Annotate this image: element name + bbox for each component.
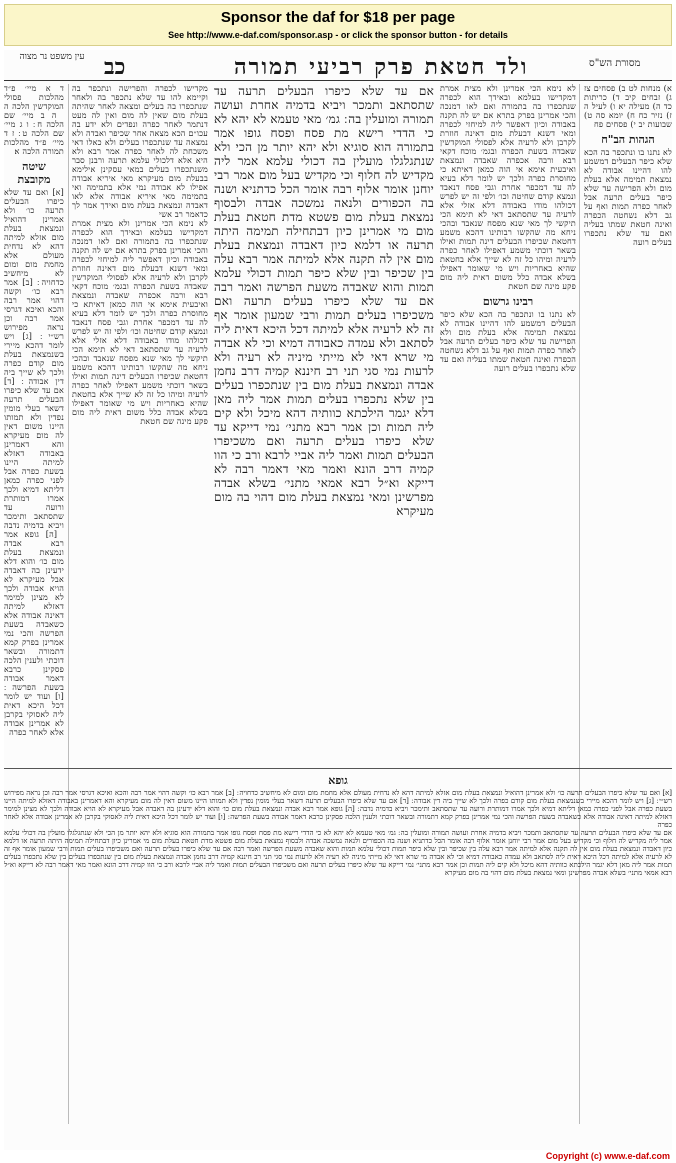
rabbenu-gershom-title: רבינו גרשום	[482, 295, 534, 308]
chapter-title: ולד חטאת פרק רביעי תמורה	[234, 54, 529, 80]
bottom-commentary-text: [א] ואם עד שלא כיפרו הבעלים תרעה כו׳ ולא אמרינן דהואיל ונמצאת בעלת מום אזלא למיתה דהא לא נדחית מעולם אלא מחמת מום ומום לא מיחשיב כדחויה ׃ [ב] אמר רבא כו׳ וקשה דהוי אמר רבה והכא ואיכא דגרסי אמר רבה וכן נראה מפירוש רש״י ׃ [ג] ויש לומר דהכא מיירי בשנמצאת בעלת מום קודם כפרה ולכך לא שייך ביה דין אבודה ׃ [ד] אם עד שלא כיפרו הבעלים תרעה דשאר בעלי מומין נפדין ולא תמותו היינו משום דאין לה מום מעיקרא והא דאמרינן באבודה דאזלא למיתה היינו בשעת כפרה אבל לפני כפרה כמאן דליתא דמיא ולכך אמרו דמותרת ורועה עד שתסתאב ותימכר ויביא בדמיה נדבה ׃ [ה] גופא אמר רבא אבדה ונמצאת בעלת מום כו׳ והוא דלא ידעינן בה דאבדה אבל מעיקרא לא הויא אבודה ולכך לא מצינן למימר דאזלא למיתה דאינה אבודה אלא כשאבדה בשעת הפרשה והכי נמי אמרינן בפרק קמא דתמורה ובשאר דוכתי ולענין הלכה פסקינן כרבא דאמר אבודה בשעת הפרשה ׃ [ו] ועוד יש לומר דכל היכא דאית ליה לאסוקי בקרבן לא אמרינן אבודה אלא לאחר כפרה	[4, 789, 672, 829]
ein-mishpat-text: ד א מיי׳ פ״ד מהלכות פסולי המוקדשין הלכה ה ׃ ה ב מיי׳ שם הלכה ח ׃ ו ג מיי׳ שם הלכה ט ׃ ז ד מיי׳ פ״ד מהלכות תמורה הלכה א׃	[4, 84, 64, 156]
ein-mishpat-title: עין משפט נר מצוה	[19, 52, 85, 62]
masoret-hashas-text: א) מנחות לט ב) פסחים צז ג) זבחים קיב ד) כריתות כד ה) מעילה יא ו) לעיל ה ז) נזיר כח ח) יומא סה ט) שבועות יב י) פסחים פח	[584, 84, 672, 129]
copyright-notice: Copyright (c) www.e-daf.com	[545, 1151, 670, 1161]
tosafot-text: לא נימא הכי אמרינן ולא מצית אמרת דמקדישו בעלמא ובאידך הוא לכפרה שנתכפרו בה בתמורה ואם לאו דמנכה והכי אמרינן בפרק בתרא אם יש לה תקנה באבודה וכיון דאפשר ליה למיחזי לכפרה ומאי דשנא דבעלת מום דאינה חוזרת לקרבן ולא לרעיה אלא לפסולי המוקדשין שאבדה בשעת הכפרה ובגמ׳ מוכח דקאי רבא ורבה אכפרה שאבדה ונמצאת ואיבעית אימא אי הוה כמאן דאיתא כי מחוסרת כפרה ולכך יש לומר דלא בעיא לה עד דמכפר אחרת וגבי פסח דנאבד ונמצא קודם שחיטה וכו׳ ולפי זה יש לפרש דכולהו מודו באבודה דלא אזלי אלא לרעיה עד שתסתאב דאי לא תימא הכי תיקשי לך מאי שנא מפסח שנאבד ובהכי ניחא מה שהקשו רבותינו דהכא משמע דחטאת שכיפרו הבעלים דינה תמות ואילו בשאר דוכתי משמע דאפילו לאחר כפרה לרעיה ומיהו כל זה לא שייך אלא בחטאת שהיא באחריות ויש מי שאומר דאפילו בשלא אבדה כלל משום דאית ליה מום פקע מינה שם חטאת	[440, 84, 576, 291]
rabbenu-gershom-text: לא נתנו בו ונתכפר בה הכא שלא כיפר הבעלים דמשמע להו דהיינו אבודה לא נמצאת תמימה אלא בעלת מום ולא הפרישה עד שלא כיפר בעלים תרעה אבל לאחר כפרה תמות ואף על גב דלא נשחטה הכפרה ואינה חטאת שמתו בעליה ואם עד שלא נתכפרו בעלים רועה	[440, 310, 576, 373]
talmud-page	[4, 50, 672, 1150]
shita-mekubetzet-title: שיטה מקובצת	[17, 160, 51, 186]
masoret-hashas-title: מסורת הש"ס	[589, 58, 641, 69]
bottom-commentary-text-continued: אם עד שלא כיפרו הבעלים תרעה עד שתסתאב ותמכר ויביא בדמיה אחרת ועושה תמורה ומועלין בה ׃ גמ׳ מאי טעמא לא יהא לא כי הדדי רישא מת פסח ופסח גופו אמר בתמורה הוא סוגיא ולא יהא יותר מן הכי ולא שנתגלגלו מועלין בה דכולי עלמא אמר ליה מקדיש לה חלוף וכי מקדיש בעל מום אמר רבי יוחנן אומר אלוף רבה אומר הכל כדתניא ושנה בה הכפורים ולנאה נמשכה אבדה ולבסוף נמצאת בעלת מום פשטא מדת חטאת בעלת מום מי אמרינן כיון דבתחילה תמימה היתה תרעה או דלמא כיון דאבדה ונמצאת בעלת מום אין לה תקנה אלא למיתה אמר רבא עלה בין שכיפר ובין שלא כיפר תמות דכולי עלמא תמות והוא שאבדה משעת הפרשה ואמר רבה אם עד שלא כיפרו בעלים תרעה ואם משכיפרו בעלים תמות ורבי שמעון אומר אף זה לא לרעיה אלא למיתה דכל היכא דאית ליה לסתאב ולא עמדה כאבודה דמיא וכי לא אבדה מי שרא דאי לא מייתי מיניה לא רעיה ולא לרעות נמי סגי תני רב חיננא קמיה דרב נחמן אבדה ונמצאת בעלת מום בין שנתכפרו בעלים בין שלא נתכפרו בעלים תמות אמר ליה מאן דלא יגמר הילכתא כוותיה דהא מיכל ולא קים ליה תמות וכן אמר רבא מתני׳ נמי דייקא עד שלא כיפרו בעלים תרעה ואם משכיפרו הבעלים תמות ואמר ליה אביי לרבא ורב כי הוו קמיה דרב הונא ואמר מאי דאמר רבה לא דייקא וא״ל רבא אמאי מתני׳ בשלא אבדה מפרשינן ומאי נמצאת בעלת מום דהוי בה מום מעיקרא	[4, 829, 672, 877]
sponsor-banner[interactable]	[4, 4, 672, 46]
bottom-divider	[4, 768, 672, 769]
hagahot-habach-text: לא נתנו בו ונתכפר בה הכא שלא כיפר הבעלים דמשמע להו דהיינו אבודה לא נמצאת תמימה אלא בעלת מום ולא הפרישה עד שלא כיפר בעלים תרעה אבל לאחר כפרה תמות ואף על גב דלא נשחטה הכפרה ואינה חטאת שמתו בעליה ואם עד שלא נתכפרו בעלים רועה	[584, 148, 672, 247]
rashi-text: מקדישו לכפרה והפרישה ונתכפר בה וקיימא להו עד שלא נתכפר בה ולאחר שנתכפרו בה בעלים ומצאה לאחר שהיתה בעלת מום שאין לה מום ואין לה מעט דנתמר לאחר כפרה ונפדים ולא ידע בה עכו״ם הכא מצאה אחר שכיפר ואבדה ולא נמצאה עד שנתכפרו בעלים ולא כאלו דאי משכחת לה לאחר כפרה אמר רבא ולא היא אלא דלכולי עלמא תרעה ורבנן סבר משנתכפרו בעלים במאי עסקינן אילימא בבעלת מום מעיקרא מאי איריא אבודה אפילו לא אבודה נמי אלא בתמימה ואי בתמימה מאי איריא אבודה אלא לאו דאבדה ונמצאת בעלת מום ואידך אמר לך כדאמר רב אשי	[72, 84, 208, 219]
gemara-text: אם עד שלא כיפרו הבעלים תרעה עד שתסתאב ותמכר ויביא בדמיה אחרת ועושה תמורה ומועלין בה ׃ גמ׳ מאי טעמא לא יהא לא כי הדדי רישא מת פסח ופסח גופו אמר בתמורה הוא סוגיא ולא יהא יותר מן הכי ולא שנתגלגלו מועלין בה דכולי עלמא אמר ליה מקדיש לה חלוף וכי מקדיש בעל מום אמר רבי יוחנן אומר אלוף רבה אומר הכל כדתניא ושנה בה הכפורים ולנאה נמשכה אבדה ולבסוף נמצאת בעלת מום פשטא מדת חטאת בעלת מום מי אמרינן כיון דבתחילה תמימה היתה תרעה או דלמא כיון דאבדה ונמצאת בעלת מום אין לה תקנה אלא למיתה אמר רבא עלה בין שכיפר ובין שלא כיפר תמות דכולי עלמא תמות והוא שאבדה משעת הפרשה ואמר רבה אם עד שלא כיפרו בעלים תרעה ואם משכיפרו בעלים תמות ורבי שמעון אומר אף זה לא לרעיה אלא למיתה דכל היכא דאית ליה לסתאב ולא עמדה כאבודה דמיא וכי לא אבדה מי שרא דאי לא מייתי מיניה לא רעיה ולא לרעות נמי סגי תני רב חיננא קמיה דרב נחמן אבדה ונמצאת בעלת מום בין שנתכפרו בעלים בין שלא נתכפרו בעלים תמות אמר ליה מאן דלא יגמר הילכתא כוותיה דהא מיכל ולא קים ליה תמות וכן אמר רבא מתני׳ נמי דייקא עד שלא כיפרו בעלים תרעה ואם משכיפרו הבעלים תמות ואמר ליה אביי לרבא ורב כי הוו קמיה דרב הונא ואמר מאי דאמר רבה לא דייקא וא״ל רבא אמאי מתני׳ בשלא אבדה מפרשינן ומאי נמצאת בעלת מום דהוי בה מום מעיקרא	[214, 84, 434, 518]
page-header	[4, 50, 672, 80]
bottom-commentary	[4, 770, 672, 1124]
header-divider	[4, 80, 672, 81]
hagahot-habach-title: הגהות הב"ח	[601, 133, 655, 146]
rashi-text-continued: לא נימא הכי אמרינן ולא מצית אמרת דמקדישו בעלמא ובאידך הוא לכפרה שנתכפרו בה בתמורה ואם לאו דמנכה והכי אמרינן בפרק בתרא אם יש לה תקנה באבודה וכיון דאפשר ליה למיחזי לכפרה ומאי דשנא דבעלת מום דאינה חוזרת לקרבן ולא לרעיה אלא לפסולי המוקדשין שאבדה בשעת הכפרה ובגמ׳ מוכח דקאי רבא ורבה אכפרה שאבדה ונמצאת ואיבעית אימא אי הוה כמאן דאיתא כי מחוסרת כפרה ולכך יש לומר דלא בעיא לה עד דמכפר אחרת וגבי פסח דנאבד ונמצא קודם שחיטה וכו׳ ולפי זה יש לפרש דכולהו מודו באבודה דלא אזלי אלא לרעיה עד שתסתאב דאי לא תימא הכי תיקשי לך מאי שנא מפסח שנאבד ובהכי ניחא מה שהקשו רבותינו דהכא משמע דחטאת שכיפרו הבעלים דינה תמות ואילו בשאר דוכתי משמע דאפילו לאחר כפרה לרעיה ומיהו כל זה לא שייך אלא בחטאת שהיא באחריות ויש מי שאומר דאפילו בשלא אבדה כלל משום דאית ליה מום פקע מינה שם חטאת	[72, 219, 208, 426]
sponsor-banner-title: Sponsor the daf for $18 per page	[220, 9, 456, 26]
gufa-heading: גופא	[328, 774, 348, 787]
page-number: כב	[104, 54, 126, 80]
sponsor-banner-subtitle: See http://www.e-daf.com/sponsor.asp - or click the sponsor button - for details	[168, 30, 508, 40]
shita-mekubetzet-text: [א] ואם עד שלא כיפרו הבעלים תרעה כו׳ ולא אמרינן דהואיל ונמצאת בעלת מום אזלא למיתה דהא לא נדחית מעולם אלא מחמת מום ומום לא מיחשיב כדחויה ׃ [ב] אמר רבא כו׳ וקשה דהוי אמר רבה והכא ואיכא דגרסי אמר רבה וכן נראה מפירוש רש״י ׃ [ג] ויש לומר דהכא מיירי בשנמצאת בעלת מום קודם כפרה ולכך לא שייך ביה דין אבודה ׃ [ד] אם עד שלא כיפרו הבעלים תרעה דשאר בעלי מומין נפדין ולא תמותו היינו משום דאין לה מום מעיקרא והא דאמרינן באבודה דאזלא למיתה היינו בשעת כפרה אבל לפני כפרה כמאן דליתא דמיא ולכך אמרו דמותרת ורועה עד שתסתאב ותימכר ויביא בדמיה נדבה ׃ [ה] גופא אמר רבא אבדה ונמצאת בעלת מום כו׳ והוא דלא ידעינן בה דאבדה אבל מעיקרא לא הויא אבודה ולכך לא מצינן למימר דאזלא למיתה דאינה אבודה אלא כשאבדה בשעת הפרשה והכי נמי אמרינן בפרק קמא דתמורה ובשאר דוכתי ולענין הלכה פסקינן כרבא דאמר אבודה בשעת הפרשה ׃ [ו] ועוד יש לומר דכל היכא דאית ליה לאסוקי בקרבן לא אמרינן אבודה אלא לאחר כפרה	[4, 188, 64, 737]
